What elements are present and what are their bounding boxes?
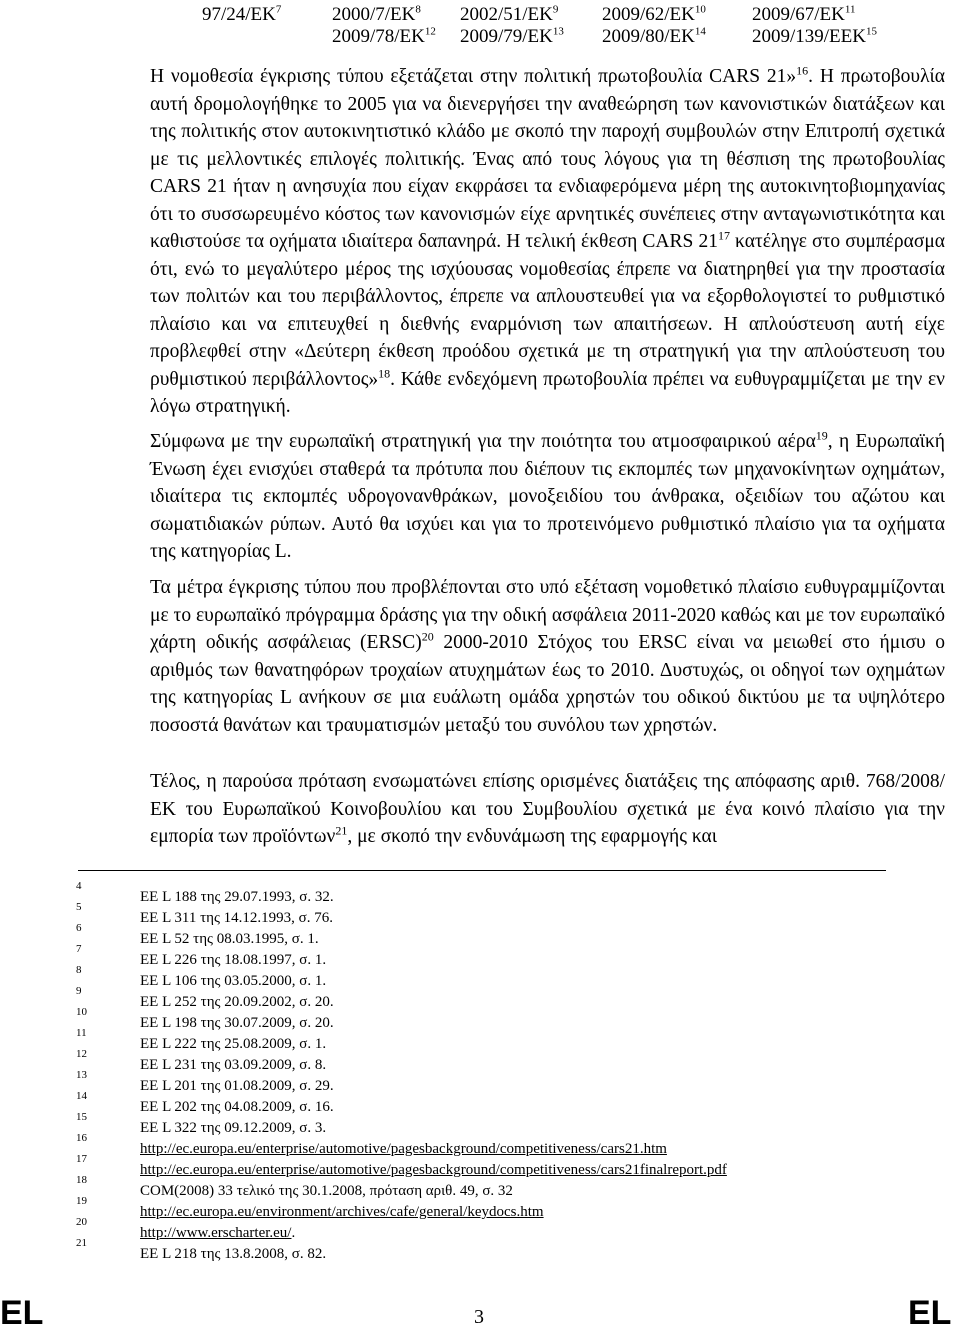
footnote-number: 19	[76, 1195, 87, 1207]
footnote-separator	[78, 870, 886, 871]
footnote-text: ΕΕ L 222 της 25.08.2009, σ. 1.	[140, 1036, 327, 1052]
footnote-text: ΕΕ L 52 της 08.03.1995, σ. 1.	[140, 931, 319, 947]
footnote-number: 11	[76, 1027, 87, 1039]
header-ref: 2009/139/ΕΕΚ$^{15}$	[752, 25, 877, 47]
footnote-number: 17	[76, 1153, 87, 1165]
page-number: 3	[474, 1306, 484, 1328]
footnote-text: ΕΕ L 218 της 13.8.2008, σ. 82.	[140, 1246, 327, 1262]
footnote-number: 15	[76, 1111, 87, 1123]
footnote-text: ΕΕ L 188 της 29.07.1993, σ. 32.	[140, 889, 334, 905]
footnote	[0, 1069, 960, 1098]
footnote-number: 16	[76, 1132, 87, 1144]
footnote-link[interactable]: http://www.erscharter.eu/	[140, 1225, 292, 1241]
footnote-number: 4	[76, 880, 82, 892]
paragraph-cars21: Η νομοθεσία έγκρισης τύπου εξετάζεται στην πολιτική πρωτοβουλία CARS 21»$^{16}$. Η πρωτοβουλία αυτή δρομολογήθηκε το 2005 για να διενεργήσει την αναθεώρηση των κανονιστικών διατάξεων και της πολιτικής στον αυτοκινητιστικό κλάδο με σκοπό την παροχή συμβουλών στην Επιτροπή σχετικά με τις μελλοντικές επιλογές πολιτικής. Ένας από τους λόγους για τη θέσπιση της πρωτοβουλίας CARS 21 ήταν η ανησυχία που είχαν εκφράσει τα ενδιαφερόμενα μέρη της αυτοκινητοβιομηχανίας ότι το συσσωρευμένο κόστος των κανονισμών είχε αρνητικές συνέπειες στην ανταγωνιστικότητα και καθιστούσε τα οχήματα ιδιαίτερα δαπανηρά. Η τελική έκθεση CARS $21^{17}$ κατέληγε στο συμπέρασμα ότι, ενώ το μεγαλύτερο μέρος της ισχύουσας νομοθεσίας έπρεπε να διατηρηθεί για την προστασία των πολιτών και του περιβάλλοντος, έπρεπε να απλουστευθεί για να εξορθολογιστεί το ρυθμιστικό πλαίσιο και να επιτευχθεί η διεθνής εναρμόνιση των απαιτήσεων. Η απλούστευση αυτή είχε προβλεφθεί στην «Δεύτερη έκθεση προόδου σχετικά με τη στρατηγική για την απλούστευση του ρυθμιστικού περιβάλλοντος»$^{18}$. Κάθε ενδεχόμενη πρωτοβουλία πρέπει να ευθυγραμμίζεται με την εν λόγω στρατηγική.	[150, 63, 946, 417]
footnote	[0, 1195, 960, 1224]
footnote-text: ΕΕ L 311 της 14.12.1993, σ. 76.	[140, 910, 334, 926]
footnote-link[interactable]: http://ec.europa.eu/enterprise/automotive/pagesbackground/competitiveness/cars21.htm	[140, 1141, 667, 1157]
footnote	[0, 1174, 960, 1203]
header-ref: 2009/62/ΕΚ$^{10}$	[602, 3, 706, 25]
footnote-text: ΕΕ L 252 της 20.09.2002, σ. 20.	[140, 994, 334, 1010]
footnote-text: ΕΕ L 106 της 03.05.2000, σ. 1.	[140, 973, 327, 989]
header-ref: 2009/79/ΕΚ$^{13}$	[460, 25, 564, 47]
header-ref: 2009/67/ΕΚ$^{11}$	[752, 3, 856, 25]
footnote-text: ΕΕ L 322 της 09.12.2009, σ. 3.	[140, 1120, 327, 1136]
header-ref: $2000/7/EK^8$	[332, 3, 421, 25]
footnote-number: 9	[76, 985, 82, 997]
footnote	[0, 922, 960, 951]
footnote-number: 21	[76, 1237, 87, 1249]
footnote-text: ΕΕ L 198 της 30.07.2009, σ. 20.	[140, 1015, 334, 1031]
footnote-link[interactable]: http://ec.europa.eu/environment/archives/cafe/general/keydocs.htm	[140, 1204, 544, 1220]
language-code-right: EL	[908, 1294, 952, 1332]
language-code-left: EL	[0, 1294, 44, 1332]
footnote-number: 20	[76, 1216, 87, 1228]
paragraph-air-quality: Σύμφωνα με την ευρωπαϊκή στρατηγική για την ποιότητα του ατμοσφαιρικού αέρα$^{19}$, η Ευρωπαϊκή Ένωση έχει ενισχύει σταθερά τα πρότυπα που διέπουν τις εκπομπές των μηχανοκίνητων οχημάτων, ιδιαίτερα τις εκπομπές υδρογονανθράκων, μονοξειδίου του άνθρακα, οξειδίων του αζώτου και σωματιδιακών ρύπων. Αυτό θα ισχύει και για το προτεινόμενο ρυθμιστικό πλαίσιο για τα οχήματα της κατηγορίας L.	[150, 428, 945, 562]
footnote-number: 5	[76, 901, 82, 913]
footnote	[0, 1216, 960, 1245]
header-ref: 2009/80/ΕΚ$^{14}$	[602, 25, 706, 47]
footnote-text: ΕΕ L 231 της 03.09.2009, σ. 8.	[140, 1057, 327, 1073]
header-ref: $2002/51/EK^9$	[460, 3, 559, 25]
footnote	[0, 880, 960, 909]
header-ref: 2009/78/ΕΚ$^{12}$	[332, 25, 436, 47]
footnote	[0, 1048, 960, 1077]
footnote	[0, 1027, 960, 1056]
footnote	[0, 1237, 960, 1266]
footnote-number: 18	[76, 1174, 87, 1186]
footnote	[0, 1153, 960, 1182]
footnote	[0, 1111, 960, 1140]
footnote-text: ΕΕ L 226 της 18.08.1997, σ. 1.	[140, 952, 327, 968]
footnote	[0, 985, 960, 1014]
footnote-number: 14	[76, 1090, 87, 1102]
header-ref: $97/24/EK^7$	[202, 3, 282, 25]
footnote	[0, 943, 960, 972]
footnote-number: 10	[76, 1006, 87, 1018]
footnote-number: 7	[76, 943, 82, 955]
footnote-text: ΕΕ L 201 της 01.08.2009, σ. 29.	[140, 1078, 334, 1094]
footnote-text: ΕΕ L 202 της 04.08.2009, σ. 16.	[140, 1099, 334, 1115]
footnote-link-wrap	[140, 1224, 295, 1243]
footnote	[0, 1132, 960, 1161]
footnote-suffix: .	[291, 1225, 296, 1241]
footnote	[0, 1006, 960, 1035]
footnote	[0, 964, 960, 993]
footnote-text: COM(2008) 33 τελικό της 30.1.2008, πρόταση αριθ. 49, σ. 32	[140, 1183, 513, 1199]
footnote	[0, 1090, 960, 1119]
footnote-number: 12	[76, 1048, 87, 1060]
footnote-number: 8	[76, 964, 82, 976]
paragraph-road-safety: Τα μέτρα έγκρισης τύπου που προβλέπονται στο υπό εξέταση νομοθετικό πλαίσιο ευθυγραμμίζονται με το ευρωπαϊκό πρόγραμμα δράσης για την οδική ασφάλεια 2011-2020 καθώς και με τον ευρωπαϊκό χάρτη οδικής ασφάλειας (ERSC)$^{20}$ 2000-2010 Στόχος του ERSC είναι να μειωθεί στο ήμισυ ο αριθμός των θανατηφόρων τροχαίων ατυχημάτων έως το 2010. Δυστυχώς, οι οδηγοί των οχημάτων της κατηγορίας L ανήκουν σε μια ευάλωτη ομάδα χρηστών του οδικού δικτύου με τα υψηλότερο ποσοστά θανάτων και τραυματισμών μεταξύ του συνόλου των χρηστών.	[150, 577, 945, 736]
footnote-number: 13	[76, 1069, 87, 1081]
footnote-number: 6	[76, 922, 82, 934]
paragraph-marketing-framework: Τέλος, η παρούσα πρόταση ενσωματώνει επίσης ορισμένες διατάξεις της απόφασης αριθ. 768/2008/ΕΚ του Ευρωπαϊκού Κοινοβουλίου και του Συμβουλίου σχετικά με ένα κοινό πλαίσιο για την εμπορία των προϊόντων$^{21}$, με σκοπό την ενδυνάμωση της εφαρμογής και	[150, 771, 945, 847]
footnote	[0, 901, 960, 930]
footnote-link[interactable]: http://ec.europa.eu/enterprise/automotive/pagesbackground/competitiveness/cars21finalreport.pdf	[140, 1162, 727, 1178]
